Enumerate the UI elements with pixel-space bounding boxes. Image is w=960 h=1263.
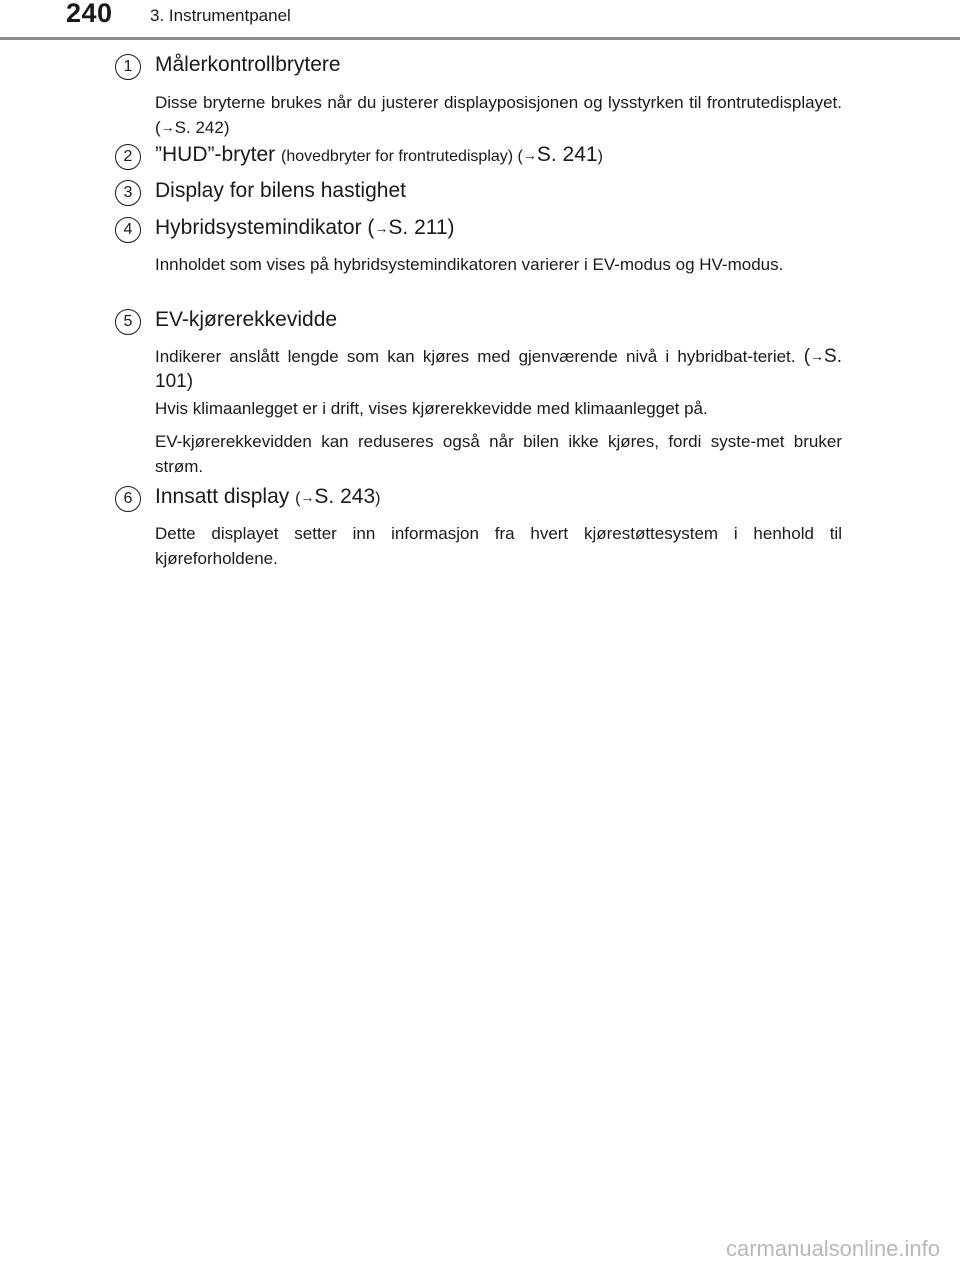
item-title: Innsatt display (→S. 243) (155, 485, 381, 508)
page-reference-link[interactable]: S. 242) (174, 118, 230, 137)
item-number-badge: 3 (115, 180, 141, 206)
page-reference-link[interactable]: S. 241 (536, 143, 598, 166)
page-number: 240 (66, 0, 113, 28)
item-title: Hybridsystemindikator (→S. 211) (155, 216, 455, 239)
page-reference-link[interactable]: S. 101) (155, 346, 842, 392)
arrow-icon: → (160, 119, 175, 135)
item-description: EV-kjørerekkevidden kan reduseres også når bilen ikke kjøres, fordi syste-met bruker strøm. (155, 432, 842, 476)
item-number-badge: 1 (115, 54, 141, 80)
page-reference-link[interactable]: S. 211) (388, 216, 455, 239)
arrow-icon: → (374, 220, 389, 236)
page-reference-link[interactable]: S. 243 (314, 485, 376, 508)
header-divider (0, 37, 960, 40)
item-description: Disse bryterne brukes når du justerer displayposisjonen og lysstyrken til frontrutedisplayet. (→S. 242) (155, 93, 842, 137)
watermark: carmanualsonline.info (725, 1236, 940, 1261)
item-description: Dette displayet setter inn informasjon fra hvert kjørestøttesystem i henhold til kjøreforholdene. (155, 524, 842, 568)
item-description: Indikerer anslått lengde som kan kjøres med gjenværende nivå i hybridbat-teriet. (→S. 101) (155, 346, 842, 392)
item-number-badge: 2 (115, 144, 141, 170)
item-title: Målerkontrollbrytere (155, 53, 341, 76)
item-number-badge: 6 (115, 486, 141, 512)
item-title: EV-kjørerekkevidde (155, 308, 338, 331)
arrow-icon: → (300, 489, 315, 505)
item-title: ”HUD”-bryter (hovedbryter for frontrutedisplay) (→S. 241) (155, 143, 603, 166)
arrow-icon: → (522, 147, 537, 163)
item-description: Innholdet som vises på hybridsystemindikatoren varierer i EV-modus og HV-modus. (155, 255, 784, 274)
item-number-badge: 4 (115, 217, 141, 243)
item-description: Hvis klimaanlegget er i drift, vises kjørerekkevidde med klimaanlegget på. (155, 399, 708, 418)
item-number-badge: 5 (115, 309, 141, 335)
chapter-title: 3. Instrumentpanel (150, 6, 291, 25)
arrow-icon: → (810, 348, 825, 364)
item-title: Display for bilens hastighet (155, 179, 406, 202)
